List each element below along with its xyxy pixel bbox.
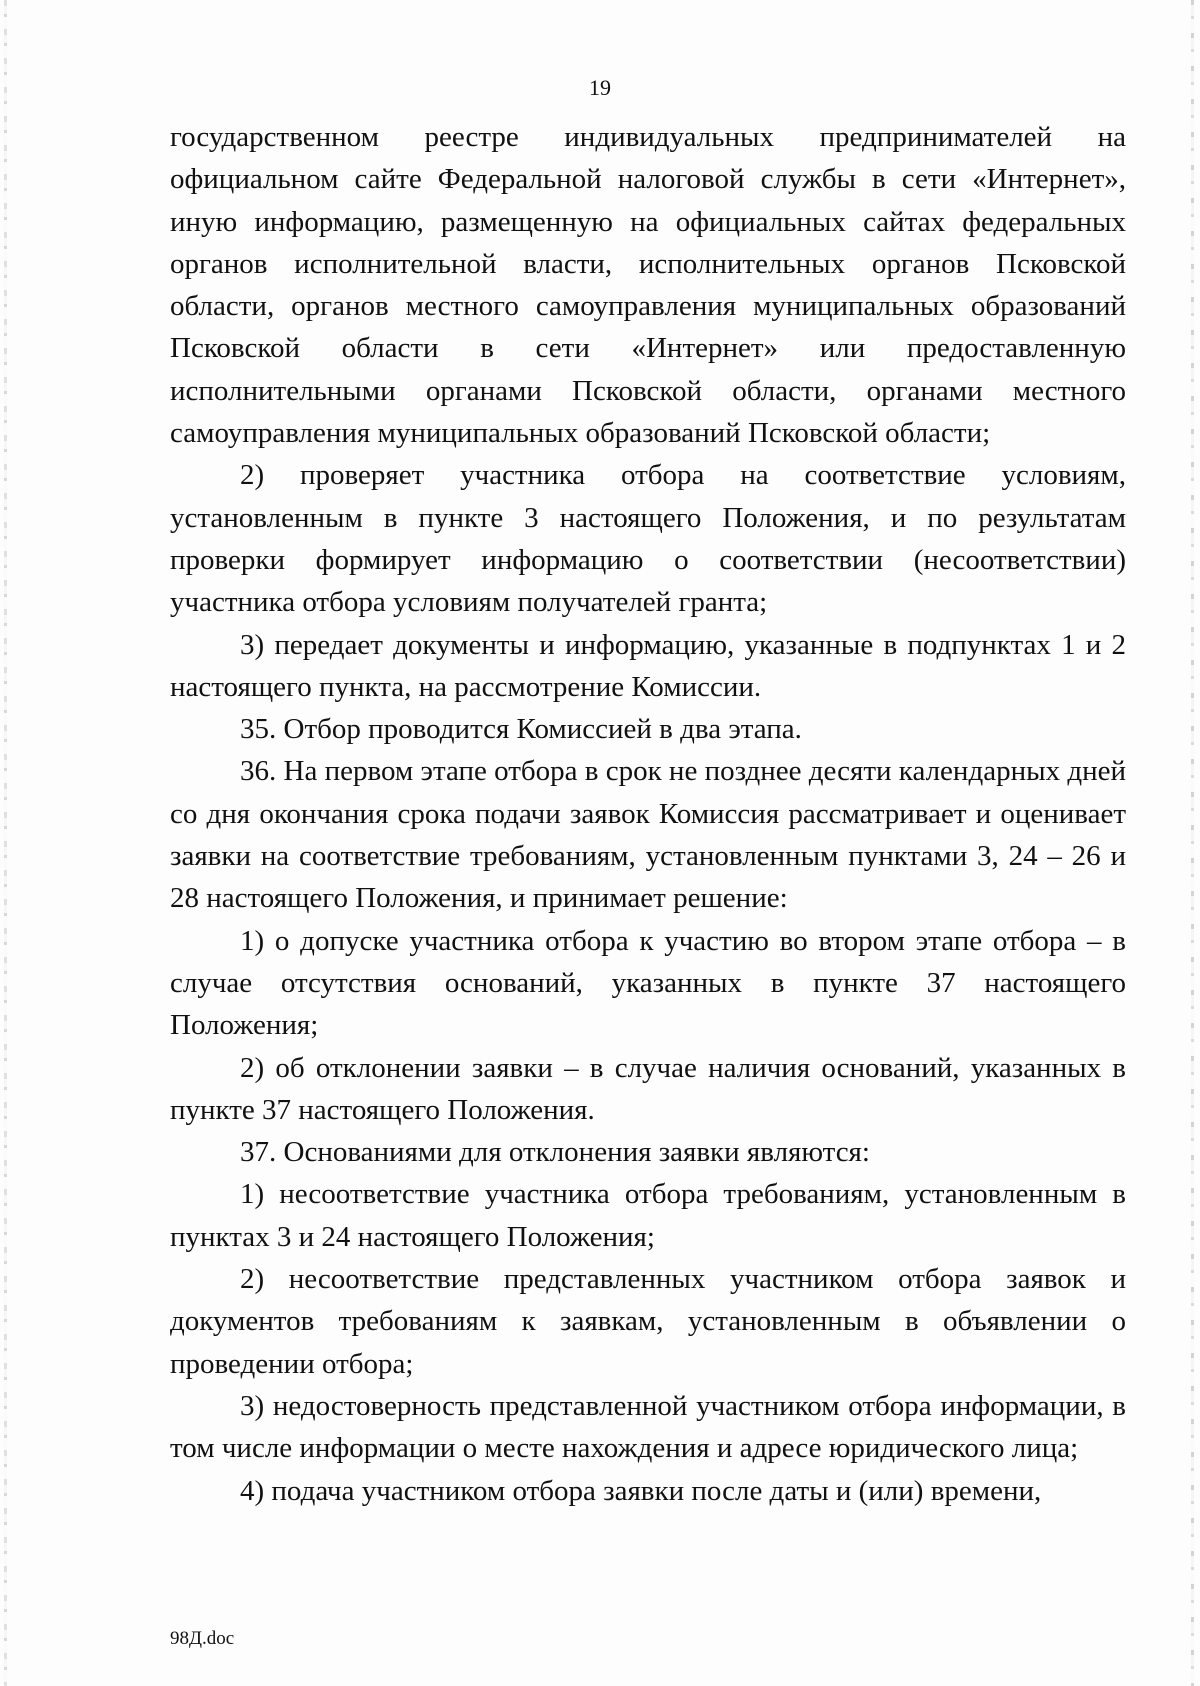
paragraph: 4) подача участником отбора заявки после даты и (или) времени, — [240, 1474, 1042, 1507]
paragraph: 3) недостоверность представленной участником отбора информации, в том числе информации о месте нахождения и адресе юридического лица; — [170, 1389, 1126, 1465]
paragraph: 2) несоответствие представленных участником отбора заявок и документов требованиям к заявкам, установленным в объявлении о проведении отбора; — [170, 1263, 1126, 1380]
page-number: 19 — [589, 75, 611, 100]
paragraph: 36. На первом этапе отбора в срок не позднее десяти календарных дней со дня окончания срока подачи заявок Комиссия рассматривает и оценивает заявки на соответствие требованиям, установленным пунктами 3, 24 – 26 и 28 настоящего Положения, и принимает решение: — [170, 755, 1126, 915]
paragraph: 2) об отклонении заявки – в случае наличия оснований, указанных в пункте 37 настоящего Положения. — [170, 1051, 1126, 1126]
paragraph: 1) несоответствие участника отбора требованиям, установленным в пунктах 3 и 24 настоящего Положения; — [170, 1178, 1126, 1253]
paragraph: 35. Отбор проводится Комиссией в два этапа. — [240, 713, 802, 746]
paragraph: 37. Основаниями для отклонения заявки являются: — [240, 1136, 870, 1169]
paragraph: 1) о допуске участника отбора к участию во втором этапе отбора – в случае отсутствия оснований, указанных в пункте 37 настоящего Положения; — [170, 924, 1126, 1042]
footer-filename: 98Д.doc — [170, 1628, 235, 1649]
scan-edge-right — [1191, 0, 1194, 1686]
scan-edge-left — [4, 0, 7, 1686]
document-body — [170, 116, 1126, 1512]
paragraph: государственном реестре индивидуальных предпринимателей на официальном сайте Федеральной налоговой службы в сети «Интернет», иную информацию, размещенную на официальных сайтах федеральных органов исполнительной власти, исполнительных органов Псковской области, органов местного самоуправления муниципальных образований Псковской области в сети «Интернет» или предоставленную исполнительными органами Псковской области, органами местного самоуправления муниципальных образований Псковской области; — [170, 121, 1126, 450]
paragraph: 3) передает документы и информацию, указанные в подпунктах 1 и 2 настоящего пункта, на рассмотрение Комиссии. — [170, 628, 1126, 703]
paragraph: 2) проверяет участника отбора на соответствие условиям, установленным в пункте 3 настоящего Положения, и по результатам проверки формирует информацию о соответствии (несоответствии) участника отбора условиям получателей гранта; — [170, 459, 1126, 619]
